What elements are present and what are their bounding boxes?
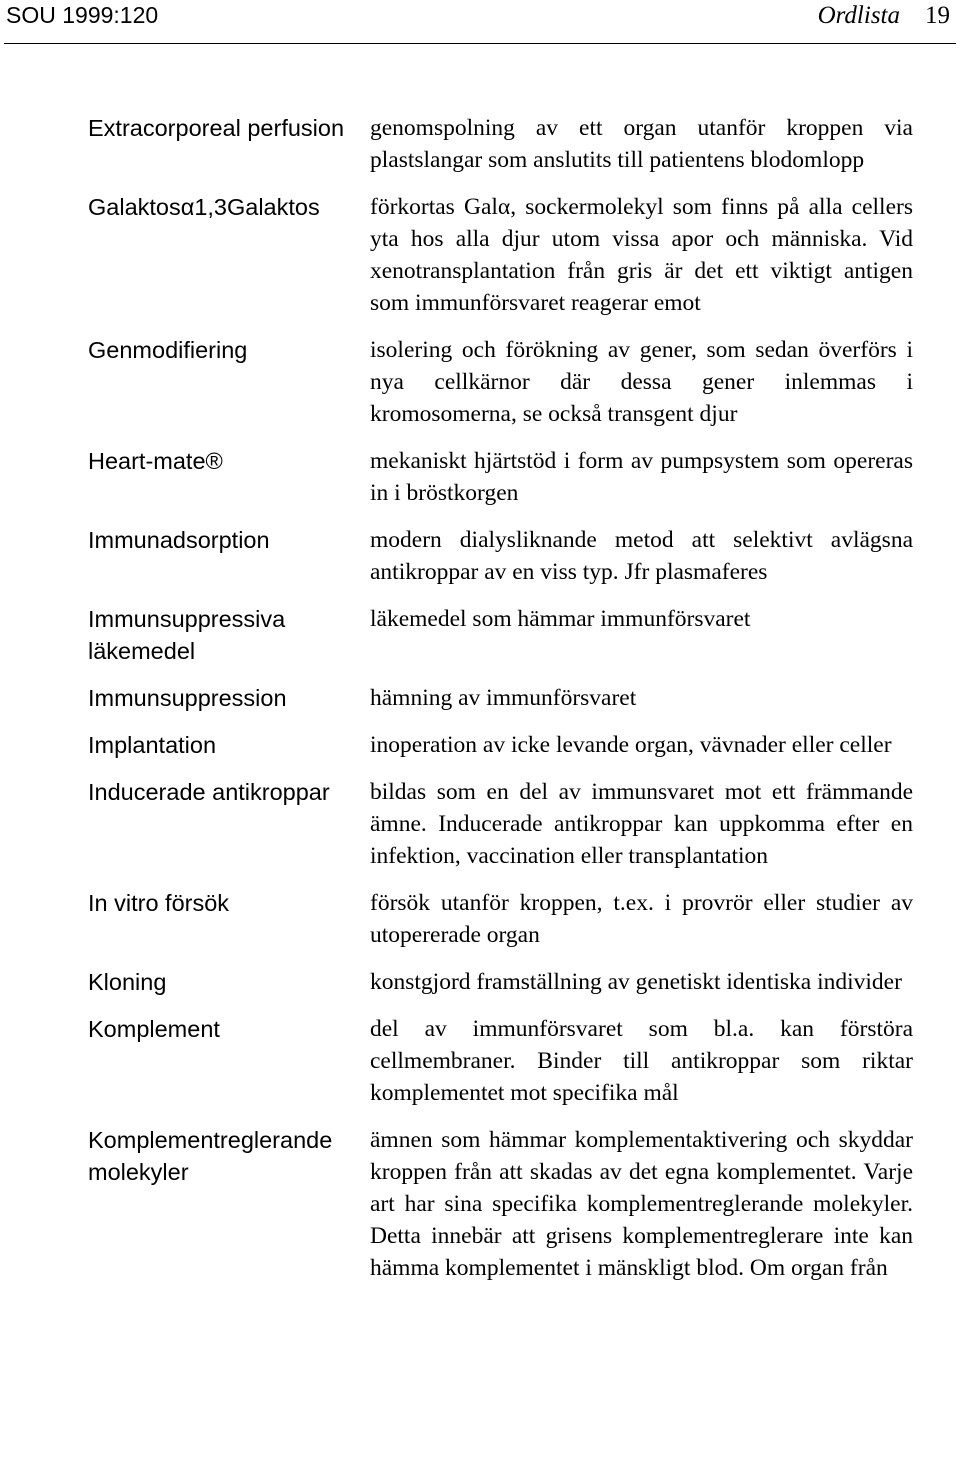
glossary-entry (0, 776, 960, 872)
glossary-definition: genomspolning av ett organ utanför kroppen via plastslangar som anslutits till patientens blodomlopp (370, 115, 913, 173)
glossary-entry (0, 729, 960, 761)
glossary-definition: konstgjord framställning av genetiskt identiska individer (370, 969, 902, 995)
glossary-entry (0, 191, 960, 319)
glossary-definition: bildas som en del av immunsvaret mot ett främmande ämne. Inducerade antikroppar kan uppkomma efter en infektion, vaccination eller transplantation (370, 779, 913, 869)
glossary-entry (0, 524, 960, 588)
glossary-entry (0, 966, 960, 998)
glossary-list (0, 112, 960, 1299)
glossary-term: Komplementreglerande molekyler (88, 1127, 333, 1185)
glossary-definition: isolering och förökning av gener, som sedan överförs i nya cellkärnor där dessa gener inlemmas i kromosomerna, se också transgent djur (370, 337, 913, 427)
glossary-definition: mekaniskt hjärtstöd i form av pumpsystem som opereras in i bröstkorgen (370, 448, 913, 506)
page-number-gap (906, 2, 919, 29)
glossary-definition: försök utanför kroppen, t.ex. i provrör eller studier av utopererade organ (370, 890, 913, 948)
section-and-page (818, 2, 950, 30)
glossary-entry (0, 603, 960, 667)
glossary-definition: inoperation av icke levande organ, vävnader eller celler (370, 732, 892, 758)
glossary-entry (0, 334, 960, 430)
glossary-entry (0, 112, 960, 176)
header-rule (4, 43, 956, 44)
section-title: Ordlista (817, 2, 900, 29)
glossary-term: Implantation (88, 732, 217, 758)
report-id: SOU 1999:120 (6, 2, 159, 28)
glossary-term: Kloning (88, 969, 167, 995)
glossary-term: Immunadsorption (88, 527, 270, 553)
glossary-term: Galaktosα1,3Galaktos (88, 194, 320, 220)
glossary-term: Immunsuppressiva läkemedel (88, 606, 286, 664)
glossary-definition: förkortas Galα, sockermolekyl som finns på alla cellers yta hos alla djur utom vissa apor och människa. Vid xenotransplantation från gris är det ett viktigt antigen som immunförsvaret reagerar emot (370, 194, 913, 316)
glossary-entry (0, 445, 960, 509)
page-number: 19 (925, 2, 950, 29)
glossary-definition: ämnen som hämmar komplementaktivering och skyddar kroppen från att skadas av det egna komplementet. Varje art har sina specifika komplementreglerande molekyler. Detta innebär att grisens komplementreglerare inte kan hämma komplementet i mänskligt blod. Om organ från (370, 1127, 913, 1281)
glossary-term: Immunsuppression (88, 685, 287, 711)
glossary-definition: modern dialysliknande metod att selektivt avlägsna antikroppar av en viss typ. Jfr plasmaferes (370, 527, 913, 585)
glossary-term: Inducerade antikroppar (88, 779, 330, 805)
glossary-term: Komplement (88, 1016, 220, 1042)
running-header (0, 0, 960, 44)
glossary-definition: hämning av immunförsvaret (370, 685, 637, 711)
glossary-entry (0, 1124, 960, 1284)
glossary-entry (0, 887, 960, 951)
glossary-term: Genmodifiering (88, 337, 248, 363)
glossary-term: Extracorporeal perfusion (88, 115, 345, 141)
glossary-definition: läkemedel som hämmar immunförsvaret (370, 606, 751, 632)
glossary-entry (0, 1013, 960, 1109)
glossary-entry (0, 682, 960, 714)
glossary-term: Heart-mate® (88, 448, 223, 474)
glossary-definition: del av immunförsvaret som bl.a. kan förstöra cellmembraner. Binder till antikroppar som riktar komplementet mot specifika mål (370, 1016, 913, 1106)
glossary-term: In vitro försök (88, 890, 230, 916)
